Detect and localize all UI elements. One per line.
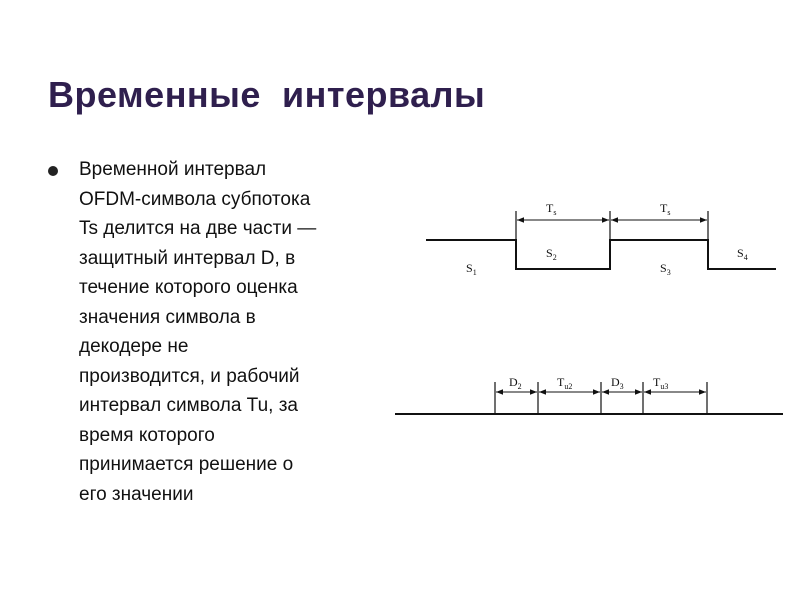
bullet-line: время которого xyxy=(79,424,215,446)
symbol-label-s2: $S_2$ xyxy=(546,246,557,262)
bullet-line: значения символа в xyxy=(79,306,256,328)
interval-label-ts-1: $T_s$ xyxy=(546,201,557,217)
bottom-interval-diagram xyxy=(395,375,783,414)
bullet-line: OFDM-символа субпотока xyxy=(79,188,311,210)
slide-title: Временные интервалы xyxy=(48,74,486,115)
bullet-line: принимается решение о xyxy=(79,454,294,475)
bullet-line: течение которого оценка xyxy=(79,277,298,298)
bullet-line: производится, и рабочий xyxy=(79,365,300,387)
bullet-line: декодере не xyxy=(79,336,189,357)
symbol-label-s4: $S_4$ xyxy=(737,246,748,262)
top-waveform-diagram xyxy=(426,201,776,277)
interval-label-d3: $D_3$ xyxy=(611,375,624,391)
bullet-line: Временной интервал xyxy=(79,159,267,180)
symbol-waveform xyxy=(426,240,776,269)
bullet-line: интервал символа Tu, за xyxy=(79,395,298,416)
bullet-line: его значении xyxy=(79,483,194,505)
interval-label-tu2: $T_{u2}$ xyxy=(557,375,573,391)
symbol-label-s1: $S_1$ xyxy=(466,261,477,277)
bullet-line: защитный интервал D, в xyxy=(79,247,296,269)
bullet-line: Ts делится на две части — xyxy=(79,218,317,239)
interval-label-d2: $D_2$ xyxy=(509,375,522,391)
symbol-label-s3: $S_3$ xyxy=(660,261,671,277)
interval-label-ts-2: $T_s$ xyxy=(660,201,671,217)
interval-label-tu3: $T_{u3}$ xyxy=(653,375,669,391)
